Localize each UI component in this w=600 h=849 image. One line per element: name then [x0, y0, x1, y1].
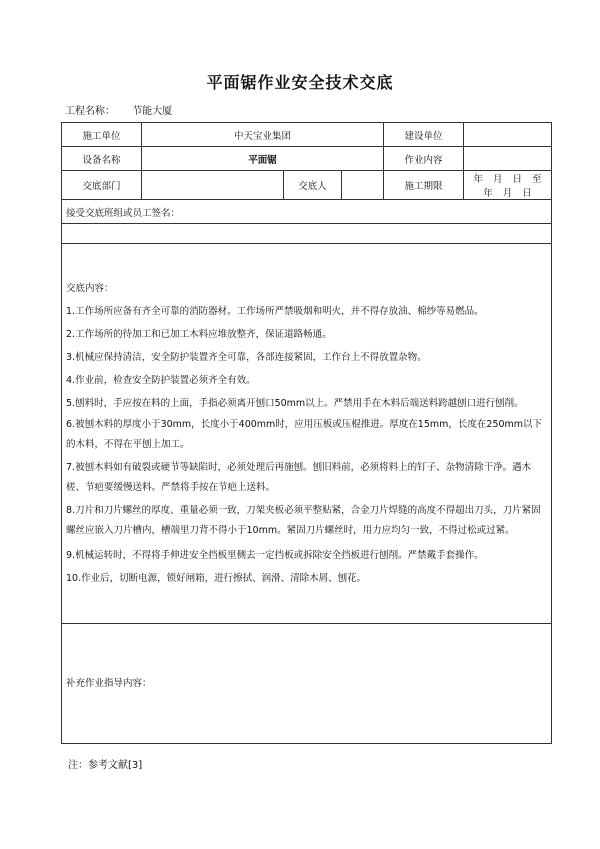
- content-item: 3.机械应保持清洁，安全防护装置齐全可靠，各部连接紧固，工作台上不得放置杂物。: [66, 352, 427, 363]
- form-row-construction: [62, 123, 552, 147]
- period-label: 施工期限: [384, 171, 464, 200]
- content-item: 9.机械运转时，不得将手伸进安全挡板里侧去一定挡板或拆除安全挡板进行刨削。严禁戴手套操作。: [66, 550, 484, 561]
- form-row-supplement: [62, 624, 552, 744]
- supplement-section: [62, 624, 552, 744]
- content-item: 7.被刨木料如有破裂或硬节等缺陷时，必须处理后再施刨。刨旧料前，必须将料上的钉子、杂物清除干净。遇木槎、节疤要缓慢送料。严禁将手按在节疤上送料。: [66, 462, 532, 493]
- owner-unit-value: [464, 123, 552, 147]
- content-item: 1.工作场所应备有齐全可靠的消防器材。工作场所严禁吸烟和明火，并不得存放油、棉纱等易燃品。: [66, 306, 484, 317]
- equipment-value: 平面锯: [142, 147, 384, 171]
- owner-unit-label: 建设单位: [384, 123, 464, 147]
- signature-label: 接受交底班组或员工签名：: [62, 200, 552, 224]
- equipment-label: 设备名称: [62, 147, 142, 171]
- construction-unit-label: 施工单位: [62, 123, 142, 147]
- content-item: 6.被刨木料的厚度小于30mm，长度小于400mm时，应用压板或压棍推进。厚度在15mm，长度在250mm以下的木料，不得在平刨上加工。: [66, 419, 543, 450]
- work-content-value: [464, 147, 552, 171]
- form-row-equipment: [62, 147, 552, 171]
- content-heading: 交底内容：: [66, 283, 114, 294]
- construction-unit-value: 中天宝业集团: [142, 123, 384, 147]
- period-value: 年 月 日 至 年 月 日: [464, 171, 552, 200]
- work-content-label: 作业内容: [384, 147, 464, 171]
- form-row-signature-space: [62, 224, 552, 244]
- form-row-content: [62, 244, 552, 624]
- content-item: 2.工作场所的待加工和已加工木料应堆放整齐，保证道路畅通。: [66, 329, 332, 340]
- form-row-briefing: [62, 171, 552, 200]
- project-name-value: 节能大厦: [132, 106, 173, 117]
- safety-briefing-form: [61, 122, 552, 744]
- footnote: 注：参考文献[3]: [68, 760, 143, 771]
- content-item: 10.作业后，切断电源，锁好闸箱，进行擦拭、润滑、清除木屑、刨花。: [66, 573, 367, 584]
- supplement-label: 补充作业指导内容：: [66, 678, 152, 689]
- dept-label: 交底部门: [62, 171, 142, 200]
- person-value: [342, 171, 384, 200]
- project-name-label: 工程名称：: [65, 106, 115, 117]
- signature-space: [62, 224, 552, 244]
- person-label: 交底人: [284, 171, 342, 200]
- document-title: 平面锯作业安全技术交底: [206, 73, 394, 92]
- briefing-content: [62, 244, 552, 624]
- content-item: 8.刀片和刀片螺丝的厚度、重量必须一致，刀架夹板必须平整贴紧，合金刀片焊缝的高度不得超出刀头，刀片紧固螺丝应嵌入刀片槽内，槽端里刀背不得小于10mm。紧固刀片螺丝时，用力应均匀一致，不得过松或过紧。: [66, 505, 541, 536]
- content-item: 5.刨料时，手应按在料的上面，手指必须离开刨口50mm以上。严禁用手在木料后端送料跨越刨口进行刨削。: [66, 398, 524, 409]
- dept-value: [142, 171, 284, 200]
- project-name: [65, 102, 186, 117]
- form-row-signature: [62, 200, 552, 224]
- content-item: 4.作业前，检查安全防护装置必须齐全有效。: [66, 375, 256, 386]
